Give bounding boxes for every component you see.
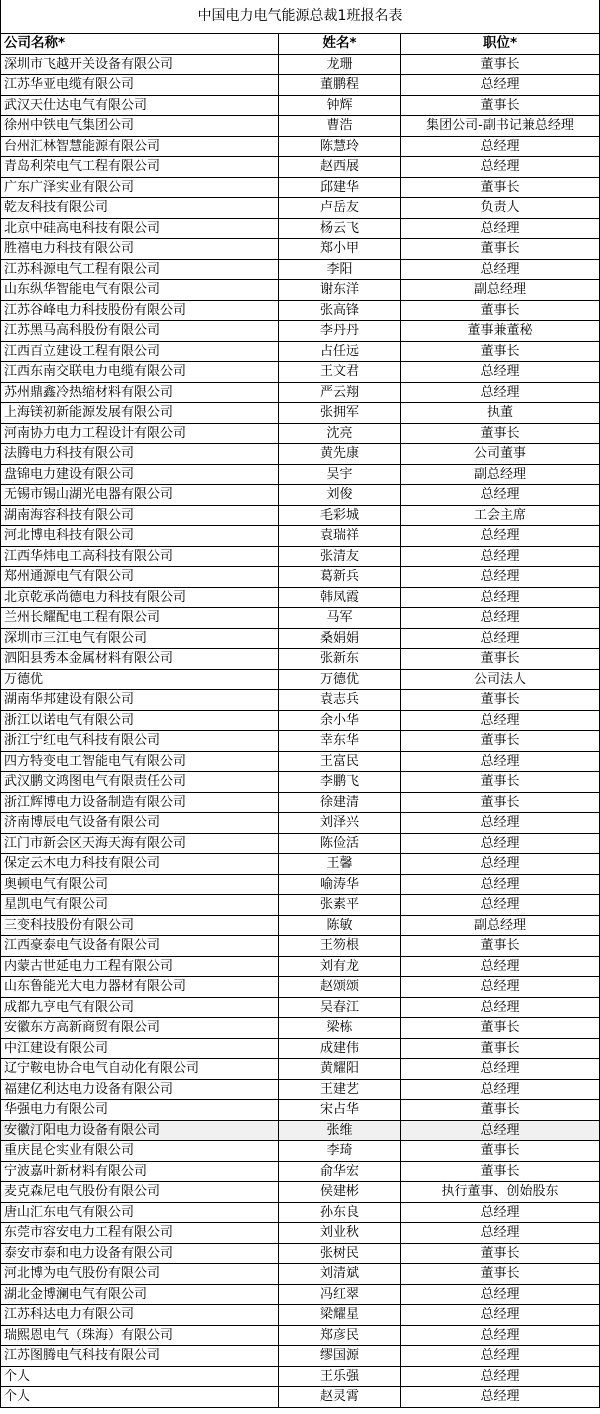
position-cell: 董事长 (401, 300, 600, 321)
name-cell: 徐建清 (279, 792, 401, 813)
position-cell: 总经理 (401, 382, 600, 403)
name-cell: 幸东华 (279, 731, 401, 752)
table-row (1, 1120, 600, 1141)
company-cell: 苏州鼎鑫冷热缩材料有限公司 (1, 382, 279, 403)
table-row (1, 1141, 600, 1162)
company-cell: 浙江以诺电气有限公司 (1, 710, 279, 731)
company-cell: 乾友科技有限公司 (1, 198, 279, 219)
position-cell: 公司法人 (401, 669, 600, 690)
table-row (1, 280, 600, 301)
company-cell: 重庆昆仑实业有限公司 (1, 1141, 279, 1162)
position-cell: 总经理 (401, 1223, 600, 1244)
position-cell: 总经理 (401, 526, 600, 547)
company-cell: 奥顿电气有限公司 (1, 874, 279, 895)
company-cell: 法腾电力科技有限公司 (1, 444, 279, 465)
name-cell: 董鹏程 (279, 75, 401, 96)
company-cell: 江苏华亚电缆有限公司 (1, 75, 279, 96)
position-cell: 董事长 (401, 936, 600, 957)
name-cell: 沈亮 (279, 423, 401, 444)
company-cell: 湖南海容科技有限公司 (1, 505, 279, 526)
company-cell: 浙江宁红电气科技有限公司 (1, 731, 279, 752)
company-cell: 泰安市泰和电力设备有限公司 (1, 1243, 279, 1264)
table-row (1, 997, 600, 1018)
table-row (1, 1305, 600, 1326)
position-cell: 董事长 (401, 1141, 600, 1162)
position-cell: 董事长 (401, 1038, 600, 1059)
table-row (1, 1100, 600, 1121)
company-cell: 无锡市锡山湖光电器有限公司 (1, 485, 279, 506)
name-cell: 吴宇 (279, 464, 401, 485)
company-cell: 北京乾承尚德电力科技有限公司 (1, 587, 279, 608)
company-cell: 山东纵华智能电气有限公司 (1, 280, 279, 301)
name-cell: 张拥军 (279, 403, 401, 424)
name-cell: 刘俊 (279, 485, 401, 506)
name-cell: 黄耀阳 (279, 1059, 401, 1080)
table-row (1, 321, 600, 342)
position-cell: 董事长 (401, 54, 600, 75)
name-cell: 张清友 (279, 546, 401, 567)
position-cell: 总经理 (401, 710, 600, 731)
name-cell: 喻涛华 (279, 874, 401, 895)
position-cell: 董事长 (401, 423, 600, 444)
position-cell: 董事长 (401, 690, 600, 711)
table-row (1, 1161, 600, 1182)
name-cell: 毛彩城 (279, 505, 401, 526)
company-cell: 泗阳县秀本金属材料有限公司 (1, 649, 279, 670)
position-cell: 董事长 (401, 341, 600, 362)
position-cell: 总经理 (401, 895, 600, 916)
position-cell: 公司董事 (401, 444, 600, 465)
name-cell: 张维 (279, 1120, 401, 1141)
table-row (1, 382, 600, 403)
position-cell: 董事长 (401, 649, 600, 670)
company-cell: 万德优 (1, 669, 279, 690)
name-cell: 李丹丹 (279, 321, 401, 342)
position-cell: 执董 (401, 403, 600, 424)
name-cell: 占任远 (279, 341, 401, 362)
position-cell: 董事长 (401, 1161, 600, 1182)
table-row (1, 1243, 600, 1264)
table-row (1, 792, 600, 813)
company-cell: 江苏谷峰电力科技股份有限公司 (1, 300, 279, 321)
position-cell: 总经理 (401, 608, 600, 629)
table-row (1, 546, 600, 567)
company-cell: 河北博电科技有限公司 (1, 526, 279, 547)
name-cell: 张新东 (279, 649, 401, 670)
company-cell: 江西华炜电工高科技有限公司 (1, 546, 279, 567)
name-cell: 赵颂颂 (279, 977, 401, 998)
table-row (1, 1366, 600, 1387)
name-cell: 梁耀星 (279, 1305, 401, 1326)
position-cell: 总经理 (401, 1059, 600, 1080)
position-cell: 总经理 (401, 567, 600, 588)
name-cell: 严云翔 (279, 382, 401, 403)
company-cell: 浙江辉博电力设备制造有限公司 (1, 792, 279, 813)
company-cell: 安徽东方高新商贸有限公司 (1, 1018, 279, 1039)
company-cell: 东莞市容安电力工程有限公司 (1, 1223, 279, 1244)
company-cell: 盘锦电力建设有限公司 (1, 464, 279, 485)
table-row (1, 239, 600, 260)
position-cell: 总经理 (401, 218, 600, 239)
company-cell: 华强电力有限公司 (1, 1100, 279, 1121)
position-cell: 董事长 (401, 177, 600, 198)
position-cell: 总经理 (401, 956, 600, 977)
company-cell: 福建亿利达电力设备有限公司 (1, 1079, 279, 1100)
position-cell: 总经理 (401, 874, 600, 895)
name-cell: 李鹏飞 (279, 772, 401, 793)
position-cell: 总经理 (401, 546, 600, 567)
table-row (1, 628, 600, 649)
company-cell: 麦克森尼电气股份有限公司 (1, 1182, 279, 1203)
name-cell: 王笏根 (279, 936, 401, 957)
company-cell: 中江建设有限公司 (1, 1038, 279, 1059)
table-row (1, 731, 600, 752)
company-cell: 江苏科源电气工程有限公司 (1, 259, 279, 280)
table-row (1, 300, 600, 321)
position-cell: 副总经理 (401, 915, 600, 936)
table-row (1, 936, 600, 957)
position-cell: 总经理 (401, 362, 600, 383)
name-cell: 陈俭活 (279, 833, 401, 854)
company-cell: 个人 (1, 1387, 279, 1408)
position-cell: 总经理 (401, 1366, 600, 1387)
company-cell: 北京中硅高电科技有限公司 (1, 218, 279, 239)
name-cell: 袁瑞祥 (279, 526, 401, 547)
company-cell: 江门市新会区天海天海有限公司 (1, 833, 279, 854)
position-cell: 总经理 (401, 1325, 600, 1346)
table-row (1, 956, 600, 977)
table-row (1, 1182, 600, 1203)
name-cell: 梁栋 (279, 1018, 401, 1039)
table-row (1, 854, 600, 875)
name-cell: 钟辉 (279, 95, 401, 116)
name-cell: 王馨 (279, 854, 401, 875)
company-cell: 武汉鹏文鸿图电气有限责任公司 (1, 772, 279, 793)
company-cell: 江苏科达电力有限公司 (1, 1305, 279, 1326)
company-cell: 辽宁鞍电协合电气自动化有限公司 (1, 1059, 279, 1080)
table-row (1, 485, 600, 506)
table-row (1, 813, 600, 834)
name-cell: 万德优 (279, 669, 401, 690)
table-row (1, 833, 600, 854)
name-cell: 刘有龙 (279, 956, 401, 977)
table-row (1, 54, 600, 75)
name-cell: 王乐强 (279, 1366, 401, 1387)
company-cell: 四方特变电工智能电气有限公司 (1, 751, 279, 772)
name-cell: 王富民 (279, 751, 401, 772)
company-cell: 唐山汇东电气有限公司 (1, 1202, 279, 1223)
position-cell: 董事长 (401, 731, 600, 752)
table-row (1, 915, 600, 936)
company-cell: 武汉天仕达电气有限公司 (1, 95, 279, 116)
name-cell: 张高锋 (279, 300, 401, 321)
name-cell: 黄先康 (279, 444, 401, 465)
position-cell: 总经理 (401, 1346, 600, 1367)
name-cell: 刘清斌 (279, 1264, 401, 1285)
company-cell: 江西百立建设工程有限公司 (1, 341, 279, 362)
name-cell: 郑彦民 (279, 1325, 401, 1346)
name-cell: 马军 (279, 608, 401, 629)
table-row (1, 116, 600, 137)
name-cell: 孙东良 (279, 1202, 401, 1223)
company-cell: 江西豪泰电气设备有限公司 (1, 936, 279, 957)
position-cell: 副总经理 (401, 464, 600, 485)
company-cell: 胜禧电力科技有限公司 (1, 239, 279, 260)
name-cell: 赵灵霄 (279, 1387, 401, 1408)
position-cell: 副总经理 (401, 280, 600, 301)
position-cell: 董事长 (401, 1100, 600, 1121)
name-cell: 谢东洋 (279, 280, 401, 301)
table-title: 中国电力电气能源总裁1班报名表 (1, 0, 600, 34)
name-cell: 邱建华 (279, 177, 401, 198)
name-cell: 曹浩 (279, 116, 401, 137)
position-cell: 总经理 (401, 997, 600, 1018)
table-row (1, 403, 600, 424)
table-row (1, 362, 600, 383)
name-cell: 侯建彬 (279, 1182, 401, 1203)
position-cell: 总经理 (401, 751, 600, 772)
name-cell: 余小华 (279, 710, 401, 731)
name-cell: 袁志兵 (279, 690, 401, 711)
position-cell: 集团公司-副书记兼总经理 (401, 116, 600, 137)
table-row (1, 1018, 600, 1039)
header-row (1, 34, 600, 55)
position-cell: 董事长 (401, 239, 600, 260)
table-row (1, 95, 600, 116)
company-cell: 安徽汀阳电力设备有限公司 (1, 1120, 279, 1141)
company-cell: 台州汇林智慧能源有限公司 (1, 136, 279, 157)
company-cell: 湖北金博澜电气有限公司 (1, 1284, 279, 1305)
company-cell: 星凯电气有限公司 (1, 895, 279, 916)
name-cell: 杨云飞 (279, 218, 401, 239)
name-cell: 郑小甲 (279, 239, 401, 260)
name-cell: 桑娟娟 (279, 628, 401, 649)
position-cell: 总经理 (401, 587, 600, 608)
name-cell: 成建伟 (279, 1038, 401, 1059)
name-cell: 冯红翠 (279, 1284, 401, 1305)
position-cell: 总经理 (401, 75, 600, 96)
table-row (1, 1202, 600, 1223)
company-cell: 河北博为电气股份有限公司 (1, 1264, 279, 1285)
company-cell: 兰州长耀配电工程有限公司 (1, 608, 279, 629)
company-cell: 湖南华邦建设有限公司 (1, 690, 279, 711)
header-name: 姓名* (279, 34, 401, 55)
table-row (1, 198, 600, 219)
name-cell: 李琦 (279, 1141, 401, 1162)
table-row (1, 1346, 600, 1367)
name-cell: 葛新兵 (279, 567, 401, 588)
position-cell: 工会主席 (401, 505, 600, 526)
header-company: 公司名称* (1, 34, 279, 55)
company-cell: 郑州通源电气有限公司 (1, 567, 279, 588)
company-cell: 江西东南交联电力电缆有限公司 (1, 362, 279, 383)
table-row (1, 1284, 600, 1305)
position-cell: 董事长 (401, 1243, 600, 1264)
table-row (1, 895, 600, 916)
position-cell: 董事兼董秘 (401, 321, 600, 342)
table-row (1, 526, 600, 547)
company-cell: 徐州中铁电气集团公司 (1, 116, 279, 137)
table-row (1, 751, 600, 772)
name-cell: 吴春江 (279, 997, 401, 1018)
table-row (1, 341, 600, 362)
name-cell: 韩凤霞 (279, 587, 401, 608)
name-cell: 赵西展 (279, 157, 401, 178)
table-row (1, 218, 600, 239)
table-row (1, 1325, 600, 1346)
position-cell: 总经理 (401, 485, 600, 506)
position-cell: 总经理 (401, 1079, 600, 1100)
name-cell: 宋占华 (279, 1100, 401, 1121)
position-cell: 董事长 (401, 792, 600, 813)
table-row (1, 259, 600, 280)
name-cell: 张树民 (279, 1243, 401, 1264)
table-row (1, 464, 600, 485)
title-row (1, 0, 600, 34)
position-cell: 总经理 (401, 1284, 600, 1305)
company-cell: 成都九亨电气有限公司 (1, 997, 279, 1018)
company-cell: 济南博辰电气设备有限公司 (1, 813, 279, 834)
table-row (1, 136, 600, 157)
table-row (1, 1223, 600, 1244)
company-cell: 青岛利荣电气工程有限公司 (1, 157, 279, 178)
table-row (1, 157, 600, 178)
company-cell: 深圳市飞越开关设备有限公司 (1, 54, 279, 75)
name-cell: 张素平 (279, 895, 401, 916)
company-cell: 山东鲁能光大电力器材有限公司 (1, 977, 279, 998)
position-cell: 总经理 (401, 1305, 600, 1326)
position-cell: 总经理 (401, 854, 600, 875)
name-cell: 陈敏 (279, 915, 401, 936)
company-cell: 河南协力电力工程设计有限公司 (1, 423, 279, 444)
table-row (1, 1038, 600, 1059)
company-cell: 深圳市三江电气有限公司 (1, 628, 279, 649)
name-cell: 王文君 (279, 362, 401, 383)
name-cell: 李阳 (279, 259, 401, 280)
position-cell: 总经理 (401, 813, 600, 834)
company-cell: 内蒙古世延电力工程有限公司 (1, 956, 279, 977)
table-row (1, 1079, 600, 1100)
table-row (1, 567, 600, 588)
position-cell: 总经理 (401, 136, 600, 157)
table-row (1, 75, 600, 96)
company-cell: 个人 (1, 1366, 279, 1387)
table-row (1, 423, 600, 444)
table-row (1, 587, 600, 608)
table-row (1, 505, 600, 526)
position-cell: 总经理 (401, 1202, 600, 1223)
table-row (1, 669, 600, 690)
table-row (1, 710, 600, 731)
position-cell: 执行董事、创始股东 (401, 1182, 600, 1203)
name-cell: 刘业秋 (279, 1223, 401, 1244)
company-cell: 保定云木电力科技有限公司 (1, 854, 279, 875)
position-cell: 总经理 (401, 1120, 600, 1141)
table-row (1, 177, 600, 198)
position-cell: 董事长 (401, 95, 600, 116)
position-cell: 总经理 (401, 259, 600, 280)
company-cell: 上海镁初新能源发展有限公司 (1, 403, 279, 424)
position-cell: 董事长 (401, 772, 600, 793)
table-row (1, 772, 600, 793)
position-cell: 董事长 (401, 1018, 600, 1039)
name-cell: 王建艺 (279, 1079, 401, 1100)
position-cell: 总经理 (401, 157, 600, 178)
company-cell: 广东广泽实业有限公司 (1, 177, 279, 198)
position-cell: 总经理 (401, 977, 600, 998)
table-row (1, 1387, 600, 1408)
table-row (1, 608, 600, 629)
name-cell: 陈慧玲 (279, 136, 401, 157)
position-cell: 董事长 (401, 1264, 600, 1285)
table-row (1, 977, 600, 998)
name-cell: 卢岳友 (279, 198, 401, 219)
company-cell: 瑞熙恩电气（珠海）有限公司 (1, 1325, 279, 1346)
company-cell: 宁波嘉叶新材料有限公司 (1, 1161, 279, 1182)
table-row (1, 874, 600, 895)
name-cell: 缪国源 (279, 1346, 401, 1367)
name-cell: 龙珊 (279, 54, 401, 75)
table-row (1, 690, 600, 711)
company-cell: 江苏黑马高科股份有限公司 (1, 321, 279, 342)
position-cell: 总经理 (401, 833, 600, 854)
table-row (1, 1264, 600, 1285)
header-position: 职位* (401, 34, 600, 55)
position-cell: 负责人 (401, 198, 600, 219)
company-cell: 江苏图腾电气科技有限公司 (1, 1346, 279, 1367)
table-row (1, 444, 600, 465)
position-cell: 总经理 (401, 1387, 600, 1408)
table-row (1, 1059, 600, 1080)
table-row (1, 649, 600, 670)
name-cell: 刘泽兴 (279, 813, 401, 834)
company-cell: 三变科技股份有限公司 (1, 915, 279, 936)
position-cell: 总经理 (401, 628, 600, 649)
name-cell: 俞华宏 (279, 1161, 401, 1182)
